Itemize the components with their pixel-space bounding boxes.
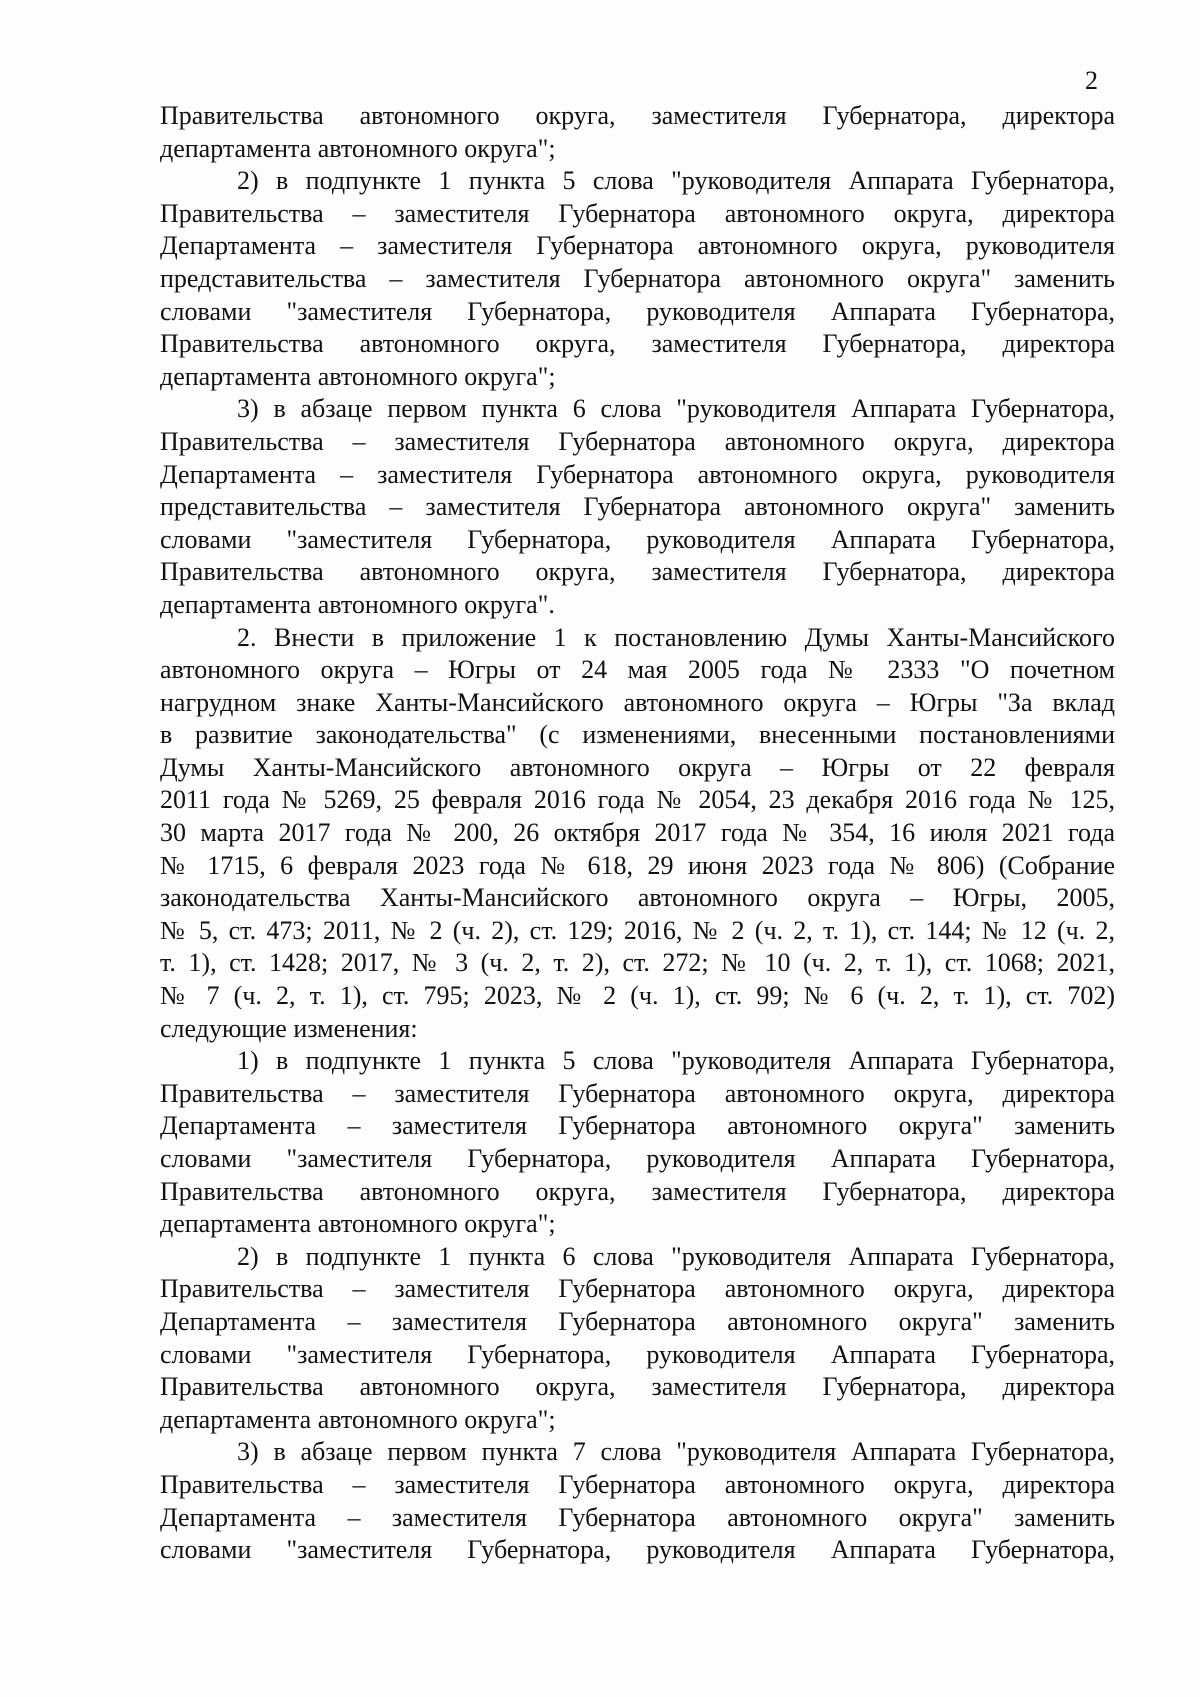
text-line: Правительства автономного округа, заместителя Губернатора, директора [160, 557, 1115, 587]
text-line: словами "заместителя Губернатора, руководителя Аппарата Губернатора, [160, 296, 1115, 326]
text-line: автономного округа – Югры от 24 мая 2005 года № 2333 "О почетном [160, 655, 1115, 685]
text-line: Правительства – заместителя Губернатора автономного округа, директора [160, 426, 1115, 456]
text-line: Правительства автономного округа, заместителя Губернатора, директора [160, 1176, 1115, 1206]
text-line: Департамента – заместителя Губернатора автономного округа, руководителя [160, 459, 1115, 489]
text-line: Правительства – заместителя Губернатора автономного округа, директора [160, 1274, 1115, 1304]
text-line: Правительства – заместителя Губернатора автономного округа, директора [160, 198, 1115, 228]
text-line: Департамента – заместителя Губернатора автономного округа" заменить [160, 1502, 1115, 1532]
text-line: 30 марта 2017 года № 200, 26 октября 2017 года № 354, 16 июля 2021 года [160, 818, 1115, 848]
text-line: № 5, ст. 473; 2011, № 2 (ч. 2), ст. 129; 2016, № 2 (ч. 2, т. 1), ст. 144; № 12 (ч. 2, [160, 915, 1115, 945]
text-line: департамента автономного округа"; [160, 1404, 556, 1434]
text-line: словами "заместителя Губернатора, руководителя Аппарата Губернатора, [160, 524, 1115, 554]
text-line: в развитие законодательства" (с изменениями, внесенными постановлениями [160, 720, 1115, 750]
text-line: Думы Ханты-Мансийского автономного округа – Югры от 22 февраля [160, 752, 1115, 782]
text-line: словами "заместителя Губернатора, руководителя Аппарата Губернатора, [160, 1339, 1115, 1369]
text-line: т. 1), ст. 1428; 2017, № 3 (ч. 2, т. 2), ст. 272; № 10 (ч. 2, т. 1), ст. 1068; 2021, [160, 948, 1115, 978]
text-line: Правительства автономного округа, заместителя Губернатора, директора [160, 329, 1115, 359]
text-line: словами "заместителя Губернатора, руководителя Аппарата Губернатора, [160, 1144, 1115, 1173]
text-line: следующие изменения: [160, 1013, 418, 1043]
text-line: 2) в подпункте 1 пункта 5 слова "руководителя Аппарата Губернатора, [237, 166, 1115, 196]
text-line: № 1715, 6 февраля 2023 года № 618, 29 июня 2023 года № 806) (Собрание [160, 850, 1115, 880]
text-line: нагрудном знаке Ханты-Мансийского автономного округа – Югры "За вклад [160, 687, 1115, 717]
text-line: Правительства автономного округа, заместителя Губернатора, директора [160, 1372, 1115, 1402]
text-line: Правительства – заместителя Губернатора автономного округа, директора [160, 1469, 1115, 1499]
text-line: представительства – заместителя Губернатора автономного округа" заменить [160, 492, 1115, 522]
document-body [160, 100, 1115, 1567]
text-line: 2. Внести в приложение 1 к постановлению Думы Ханты-Мансийского [237, 622, 1115, 652]
text-line: Департамента – заместителя Губернатора автономного округа" заменить [160, 1111, 1115, 1141]
text-line: 3) в абзаце первом пункта 6 слова "руководителя Аппарата Губернатора, [237, 394, 1115, 424]
text-line: № 7 (ч. 2, т. 1), ст. 795; 2023, № 2 (ч. 1), ст. 99; № 6 (ч. 2, т. 1), ст. 702) [160, 981, 1115, 1011]
text-line: департамента автономного округа"; [160, 361, 556, 391]
text-line: Департамента – заместителя Губернатора автономного округа" заменить [160, 1306, 1115, 1336]
text-line: департамента автономного округа". [160, 589, 555, 619]
text-line: словами "заместителя Губернатора, руководителя Аппарата Губернатора, [160, 1535, 1115, 1565]
text-line: Правительства – заместителя Губернатора автономного округа, директора [160, 1078, 1115, 1108]
text-line: департамента автономного округа"; [160, 133, 556, 163]
text-line: представительства – заместителя Губернатора автономного округа" заменить [160, 263, 1115, 293]
page-number: 2 [1085, 66, 1098, 95]
text-line: законодательства Ханты-Мансийского автономного округа – Югры, 2005, [160, 883, 1115, 913]
text-line: Правительства автономного округа, заместителя Губернатора, директора [160, 101, 1115, 130]
text-line: 2) в подпункте 1 пункта 6 слова "руководителя Аппарата Губернатора, [237, 1241, 1115, 1271]
text-line: 2011 года № 5269, 25 февраля 2016 года № 2054, 23 декабря 2016 года № 125, [160, 785, 1115, 815]
text-line: 3) в абзаце первом пункта 7 слова "руководителя Аппарата Губернатора, [237, 1437, 1115, 1467]
text-line: департамента автономного округа"; [160, 1209, 556, 1239]
text-line: Департамента – заместителя Губернатора автономного округа, руководителя [160, 231, 1115, 261]
text-line: 1) в подпункте 1 пункта 5 слова "руководителя Аппарата Губернатора, [237, 1046, 1115, 1076]
